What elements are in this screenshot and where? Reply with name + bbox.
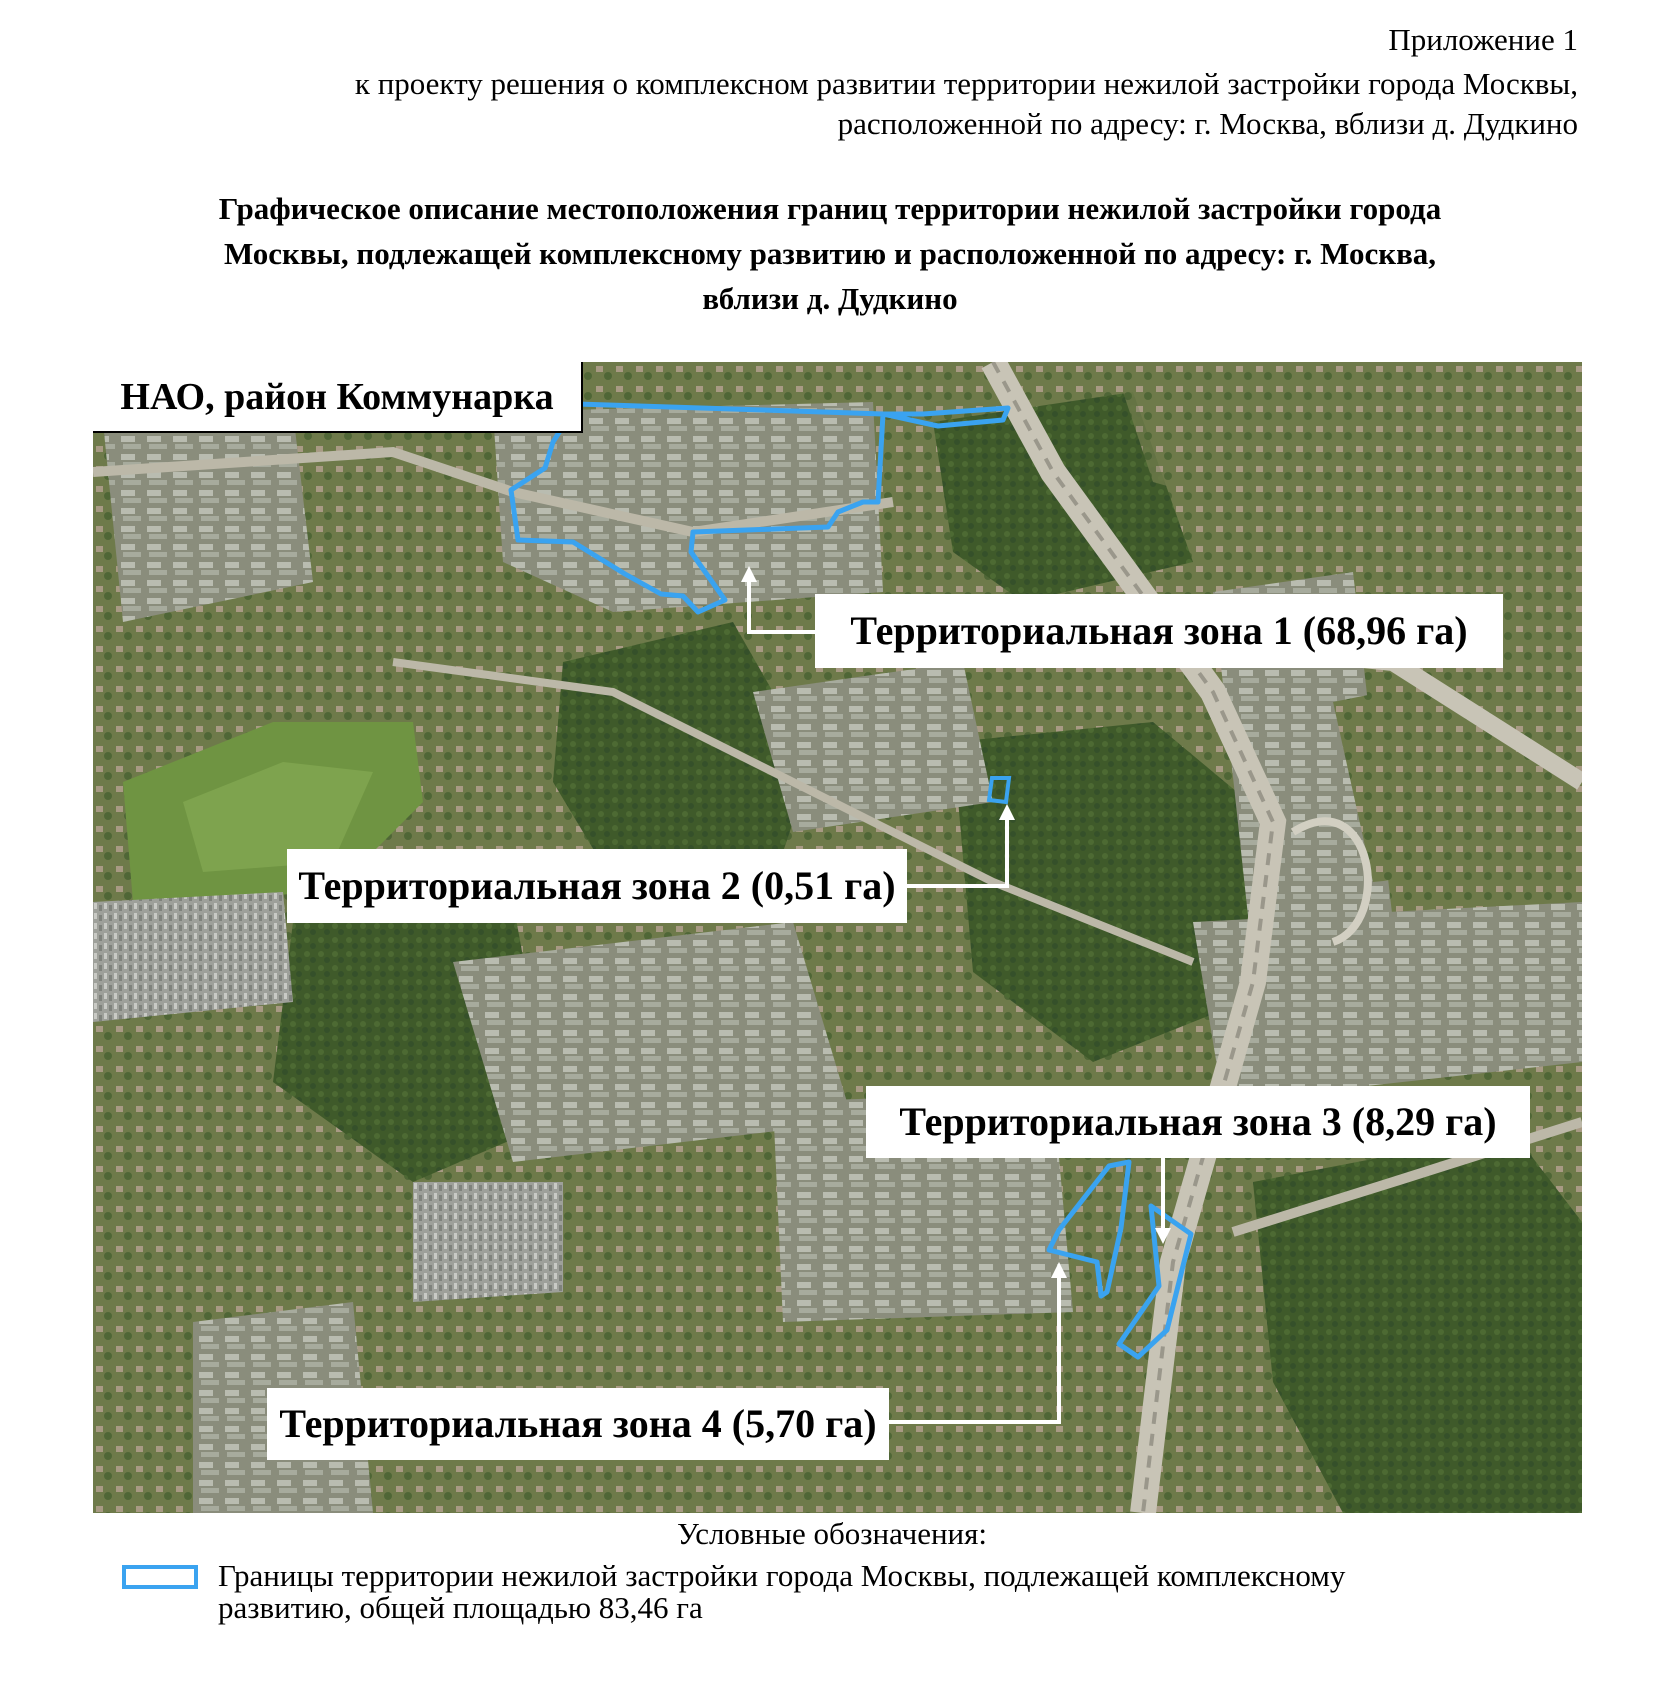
legend-item-line1: Границы территории нежилой застройки города Москвы, подлежащей комплексному — [218, 1558, 1346, 1593]
industrial-center — [753, 662, 993, 832]
industrial-market-area — [493, 402, 883, 612]
page-title-line1: Графическое описание местоположения границ территории нежилой застройки города — [218, 191, 1442, 226]
legend-item-text — [218, 1560, 1618, 1624]
zone4-label: Территориальная зона 4 (5,70 га) — [267, 1388, 889, 1460]
appendix-subtitle-line1: к проекту решения о комплексном развитии территории нежилой застройки города Москвы, — [354, 66, 1578, 101]
parking-lot-south — [413, 1182, 563, 1302]
page-title-line2: Москвы, подлежащей комплексному развитию и расположенной по адресу: г. Москва, — [223, 236, 1437, 271]
appendix-subtitle-line2: расположенной по адресу: г. Москва, вблизи д. Дудкино — [837, 106, 1578, 141]
legend-caption: Условные обозначения: — [676, 1516, 988, 1551]
satellite-map — [93, 362, 1582, 1513]
map-canvas — [93, 362, 1582, 1513]
zone1-label: Территориальная зона 1 (68,96 га) — [815, 594, 1503, 668]
parking-lot-west — [93, 892, 293, 1022]
zone3-label: Территориальная зона 3 (8,29 га) — [866, 1086, 1530, 1158]
appendix-number: Приложение 1 — [1388, 22, 1578, 57]
zone2-label: Территориальная зона 2 (0,51 га) — [287, 849, 907, 923]
legend-item-line2: развитию, общей площадью 83,46 га — [218, 1590, 703, 1625]
district-label: НАО, район Коммунарка — [93, 362, 583, 433]
page-title-line3: вблизи д. Дудкино — [702, 281, 958, 316]
legend-boundary-swatch — [122, 1565, 198, 1589]
